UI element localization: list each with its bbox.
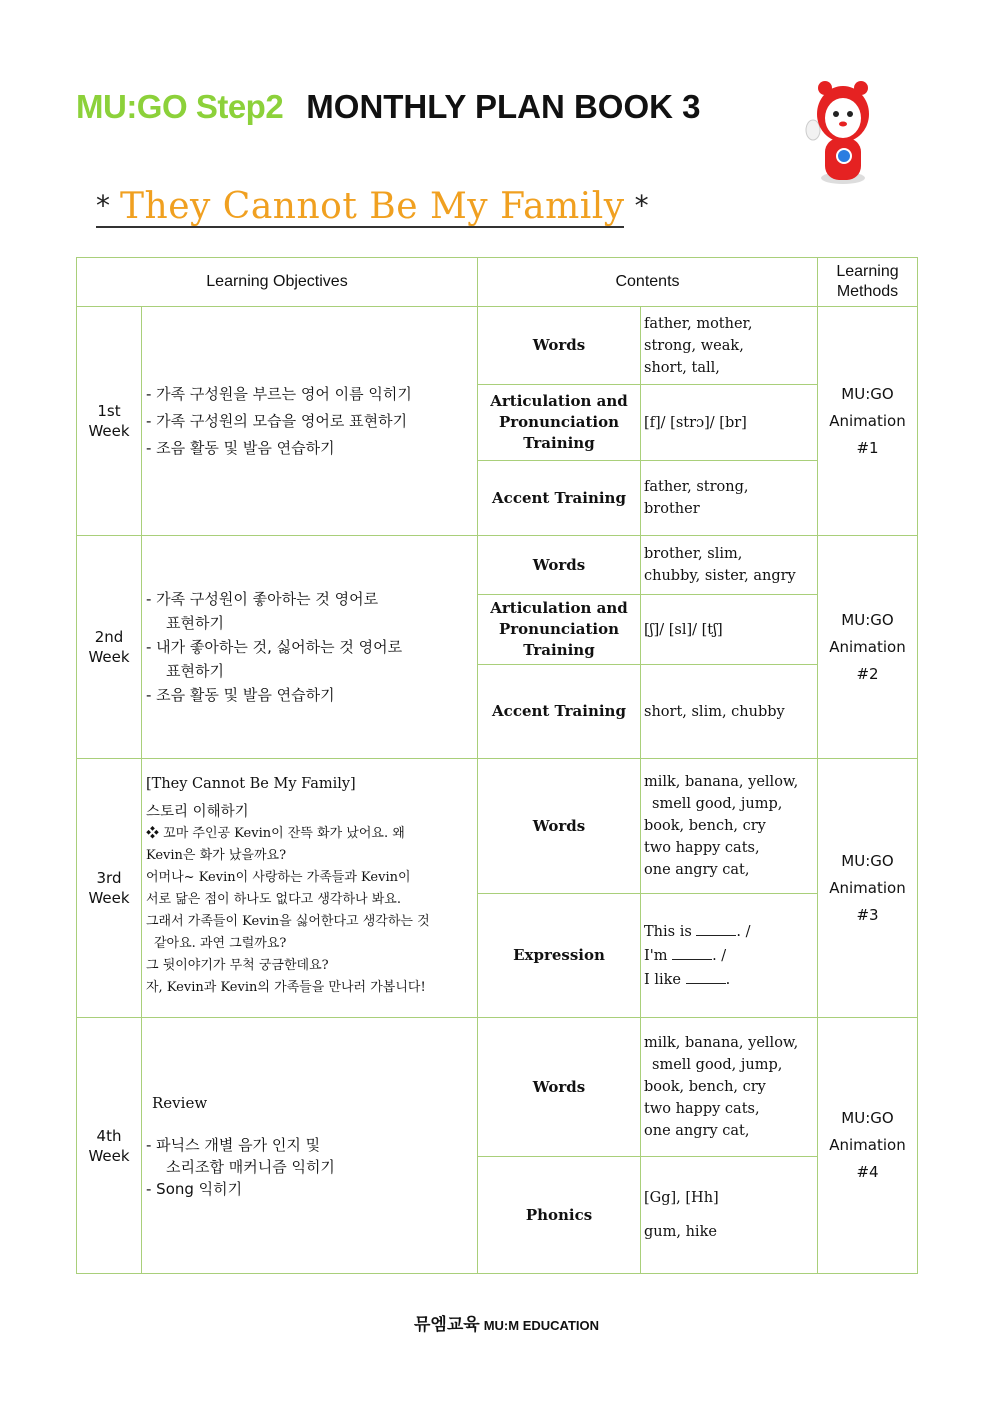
contents-header-label: Contents xyxy=(615,273,680,290)
content-line: one angry cat, xyxy=(644,862,750,878)
content-items xyxy=(640,384,818,461)
content-items xyxy=(640,1017,818,1157)
content-line: two happy cats, xyxy=(644,1101,760,1117)
footer-logo xyxy=(414,1310,614,1336)
category-label: Accent Training xyxy=(492,702,626,720)
content-category xyxy=(477,893,641,1018)
objective-line: 표현하기 xyxy=(166,614,224,632)
story-title-line: [They Cannot Be My Family] xyxy=(146,776,356,792)
week-label xyxy=(76,306,142,536)
category-label: Words xyxy=(532,336,586,354)
week-word: Week xyxy=(88,648,130,666)
content-line: book, bench, cry xyxy=(644,1079,766,1095)
objective-line: - 가족 구성원이 좋아하는 것 영어로 xyxy=(146,590,379,608)
brand-title: MU:GO Step2 xyxy=(76,88,284,125)
answer-blank xyxy=(696,923,736,936)
week-label xyxy=(76,758,142,1018)
week-word: Week xyxy=(88,422,130,440)
content-line: smell good, jump, xyxy=(652,1057,783,1073)
objective-line: - 가족 구성원을 부르는 영어 이름 익히기 xyxy=(146,384,412,403)
learning-objectives xyxy=(141,306,478,536)
content-line: smell good, jump, xyxy=(652,796,783,812)
column-header-objectives xyxy=(76,257,478,307)
content-line: milk, banana, yellow, xyxy=(644,1035,799,1051)
content-line: [ʃ]/ [sl]/ [tʃ] xyxy=(644,621,723,638)
objective-line: - 조음 활동 및 발음 연습하기 xyxy=(146,438,335,457)
footer-english: MU:M EDUCATION xyxy=(483,1318,600,1333)
story-line: Kevin은 화가 났을까요? xyxy=(146,848,287,863)
content-line: book, bench, cry xyxy=(644,818,766,834)
category-label: Training xyxy=(523,641,595,659)
expression-text: . / xyxy=(736,923,751,940)
expression-text: I'm xyxy=(644,947,673,964)
content-line: brother, slim, xyxy=(644,546,743,562)
learning-method xyxy=(817,306,918,536)
content-line: one angry cat, xyxy=(644,1123,750,1139)
method-line: MU:GO xyxy=(841,1109,894,1127)
objective-line: - 파닉스 개별 음가 인지 및 xyxy=(146,1135,321,1154)
content-line: milk, banana, yellow, xyxy=(644,774,799,790)
content-category xyxy=(477,1017,641,1157)
content-line: gum, hike xyxy=(644,1224,717,1240)
methods-header-line: Learning xyxy=(836,263,899,280)
expression-text: . xyxy=(725,971,731,988)
week-number: 4th xyxy=(96,1126,122,1145)
content-line: [f]/ [strɔ]/ [br] xyxy=(644,414,747,431)
method-line: MU:GO xyxy=(841,384,894,403)
content-category xyxy=(477,460,641,536)
content-line: chubby, sister, angry xyxy=(644,568,796,584)
story-line: 서로 닮은 점이 하나도 없다고 생각하나 봐요. xyxy=(146,892,401,907)
objective-line: 소리조합 매커니즘 익히기 xyxy=(166,1157,335,1176)
story-line: 자, Kevin과 Kevin의 가족들을 만나러 가봅니다! xyxy=(146,980,426,995)
content-items xyxy=(640,535,818,595)
week-number: 2nd xyxy=(94,628,124,646)
title-star-right: * xyxy=(634,189,649,222)
category-label: Training xyxy=(523,434,595,452)
method-line: #4 xyxy=(856,1163,879,1181)
content-items xyxy=(640,758,818,894)
page-header xyxy=(76,88,701,126)
content-category xyxy=(477,1156,641,1274)
expression-line xyxy=(644,920,817,944)
category-label: Words xyxy=(532,1077,586,1096)
category-label: Pronunciation xyxy=(499,413,619,431)
story-title xyxy=(96,186,649,228)
mugo-mascot-icon xyxy=(803,78,883,190)
story-line: 같아요. 과연 그럴까요? xyxy=(154,936,287,951)
expression-text: This is xyxy=(644,923,697,940)
content-category xyxy=(477,594,641,665)
title-star-left: * xyxy=(96,189,110,222)
method-line: MU:GO xyxy=(841,851,894,870)
content-items xyxy=(640,460,818,536)
method-line: MU:GO xyxy=(841,610,894,629)
learning-method xyxy=(817,535,918,759)
learning-objectives xyxy=(141,1017,478,1274)
content-category xyxy=(477,535,641,595)
objectives-header-label: Learning Objectives xyxy=(206,273,348,290)
review-label: Review xyxy=(152,1093,208,1112)
content-items xyxy=(640,306,818,385)
learning-method xyxy=(817,1017,918,1274)
content-line: father, strong, xyxy=(644,479,749,495)
content-line: short, tall, xyxy=(644,359,720,376)
story-line: 어머나~ Kevin이 사랑하는 가족들과 Kevin이 xyxy=(146,870,411,885)
category-label: Words xyxy=(532,555,586,574)
objective-line: 표현하기 xyxy=(166,662,224,680)
plan-book-title: MONTHLY PLAN BOOK 3 xyxy=(306,88,701,125)
story-line: 그 뒷이야기가 무척 궁금한데요? xyxy=(146,958,329,973)
answer-blank xyxy=(686,971,726,984)
method-line: #1 xyxy=(856,438,879,457)
category-label: Phonics xyxy=(525,1205,593,1224)
story-line: 그래서 가족들이 Kevin을 싫어한다고 생각하는 것 xyxy=(146,914,430,929)
methods-header-line: Methods xyxy=(836,283,899,300)
week-number: 3rd xyxy=(96,869,122,887)
week-word: Week xyxy=(88,1146,130,1165)
content-line: brother xyxy=(644,501,700,517)
content-line: two happy cats, xyxy=(644,840,760,856)
objective-line: - 조음 활동 및 발음 연습하기 xyxy=(146,686,335,704)
learning-method xyxy=(817,758,918,1018)
story-title-text: They Cannot Be My Family xyxy=(120,186,625,227)
objective-line: - Song 익히기 xyxy=(146,1179,243,1198)
story-line: ❖ 꼬마 주인공 Kevin이 잔뜩 화가 났어요. 왜 xyxy=(146,826,405,841)
category-label: Pronunciation xyxy=(499,620,619,638)
story-subtitle: 스토리 이해하기 xyxy=(146,804,249,820)
method-line: Animation xyxy=(829,637,906,656)
footer-korean: 뮤엠교육 xyxy=(414,1315,480,1335)
method-line: Animation xyxy=(829,1136,906,1154)
content-items xyxy=(640,1156,818,1274)
content-items xyxy=(640,594,818,665)
content-items xyxy=(640,664,818,759)
category-label: Accent Training xyxy=(492,488,626,507)
column-header-methods xyxy=(817,257,918,307)
expression-text: . / xyxy=(712,947,727,964)
method-line: #3 xyxy=(856,905,879,924)
story-summary xyxy=(141,758,478,1018)
week-number: 1st xyxy=(97,402,121,420)
content-category xyxy=(477,664,641,759)
method-line: #2 xyxy=(856,664,879,683)
category-label: Articulation and xyxy=(490,599,628,617)
content-line: father, mother, xyxy=(644,315,753,332)
content-items xyxy=(640,893,818,1018)
expression-line xyxy=(644,944,817,968)
category-label: Words xyxy=(532,816,586,835)
week-word: Week xyxy=(88,889,130,907)
category-label: Articulation and xyxy=(490,392,628,410)
content-line: [Gg], [Hh] xyxy=(644,1190,719,1206)
week-label xyxy=(76,1017,142,1274)
content-category xyxy=(477,384,641,461)
category-label: Expression xyxy=(513,946,605,964)
content-category xyxy=(477,758,641,894)
content-line: short, slim, chubby xyxy=(644,703,785,720)
method-line: Animation xyxy=(829,411,906,430)
expression-line xyxy=(644,968,817,992)
column-header-contents xyxy=(477,257,818,307)
objective-line: - 가족 구성원의 모습을 영어로 표현하기 xyxy=(146,411,408,430)
objective-line: - 내가 좋아하는 것, 싫어하는 것 영어로 xyxy=(146,638,403,656)
answer-blank xyxy=(672,947,712,960)
content-line: strong, weak, xyxy=(644,337,744,354)
method-line: Animation xyxy=(829,878,906,897)
expression-text: I like xyxy=(644,971,686,988)
content-category xyxy=(477,306,641,385)
week-label xyxy=(76,535,142,759)
learning-objectives xyxy=(141,535,478,759)
